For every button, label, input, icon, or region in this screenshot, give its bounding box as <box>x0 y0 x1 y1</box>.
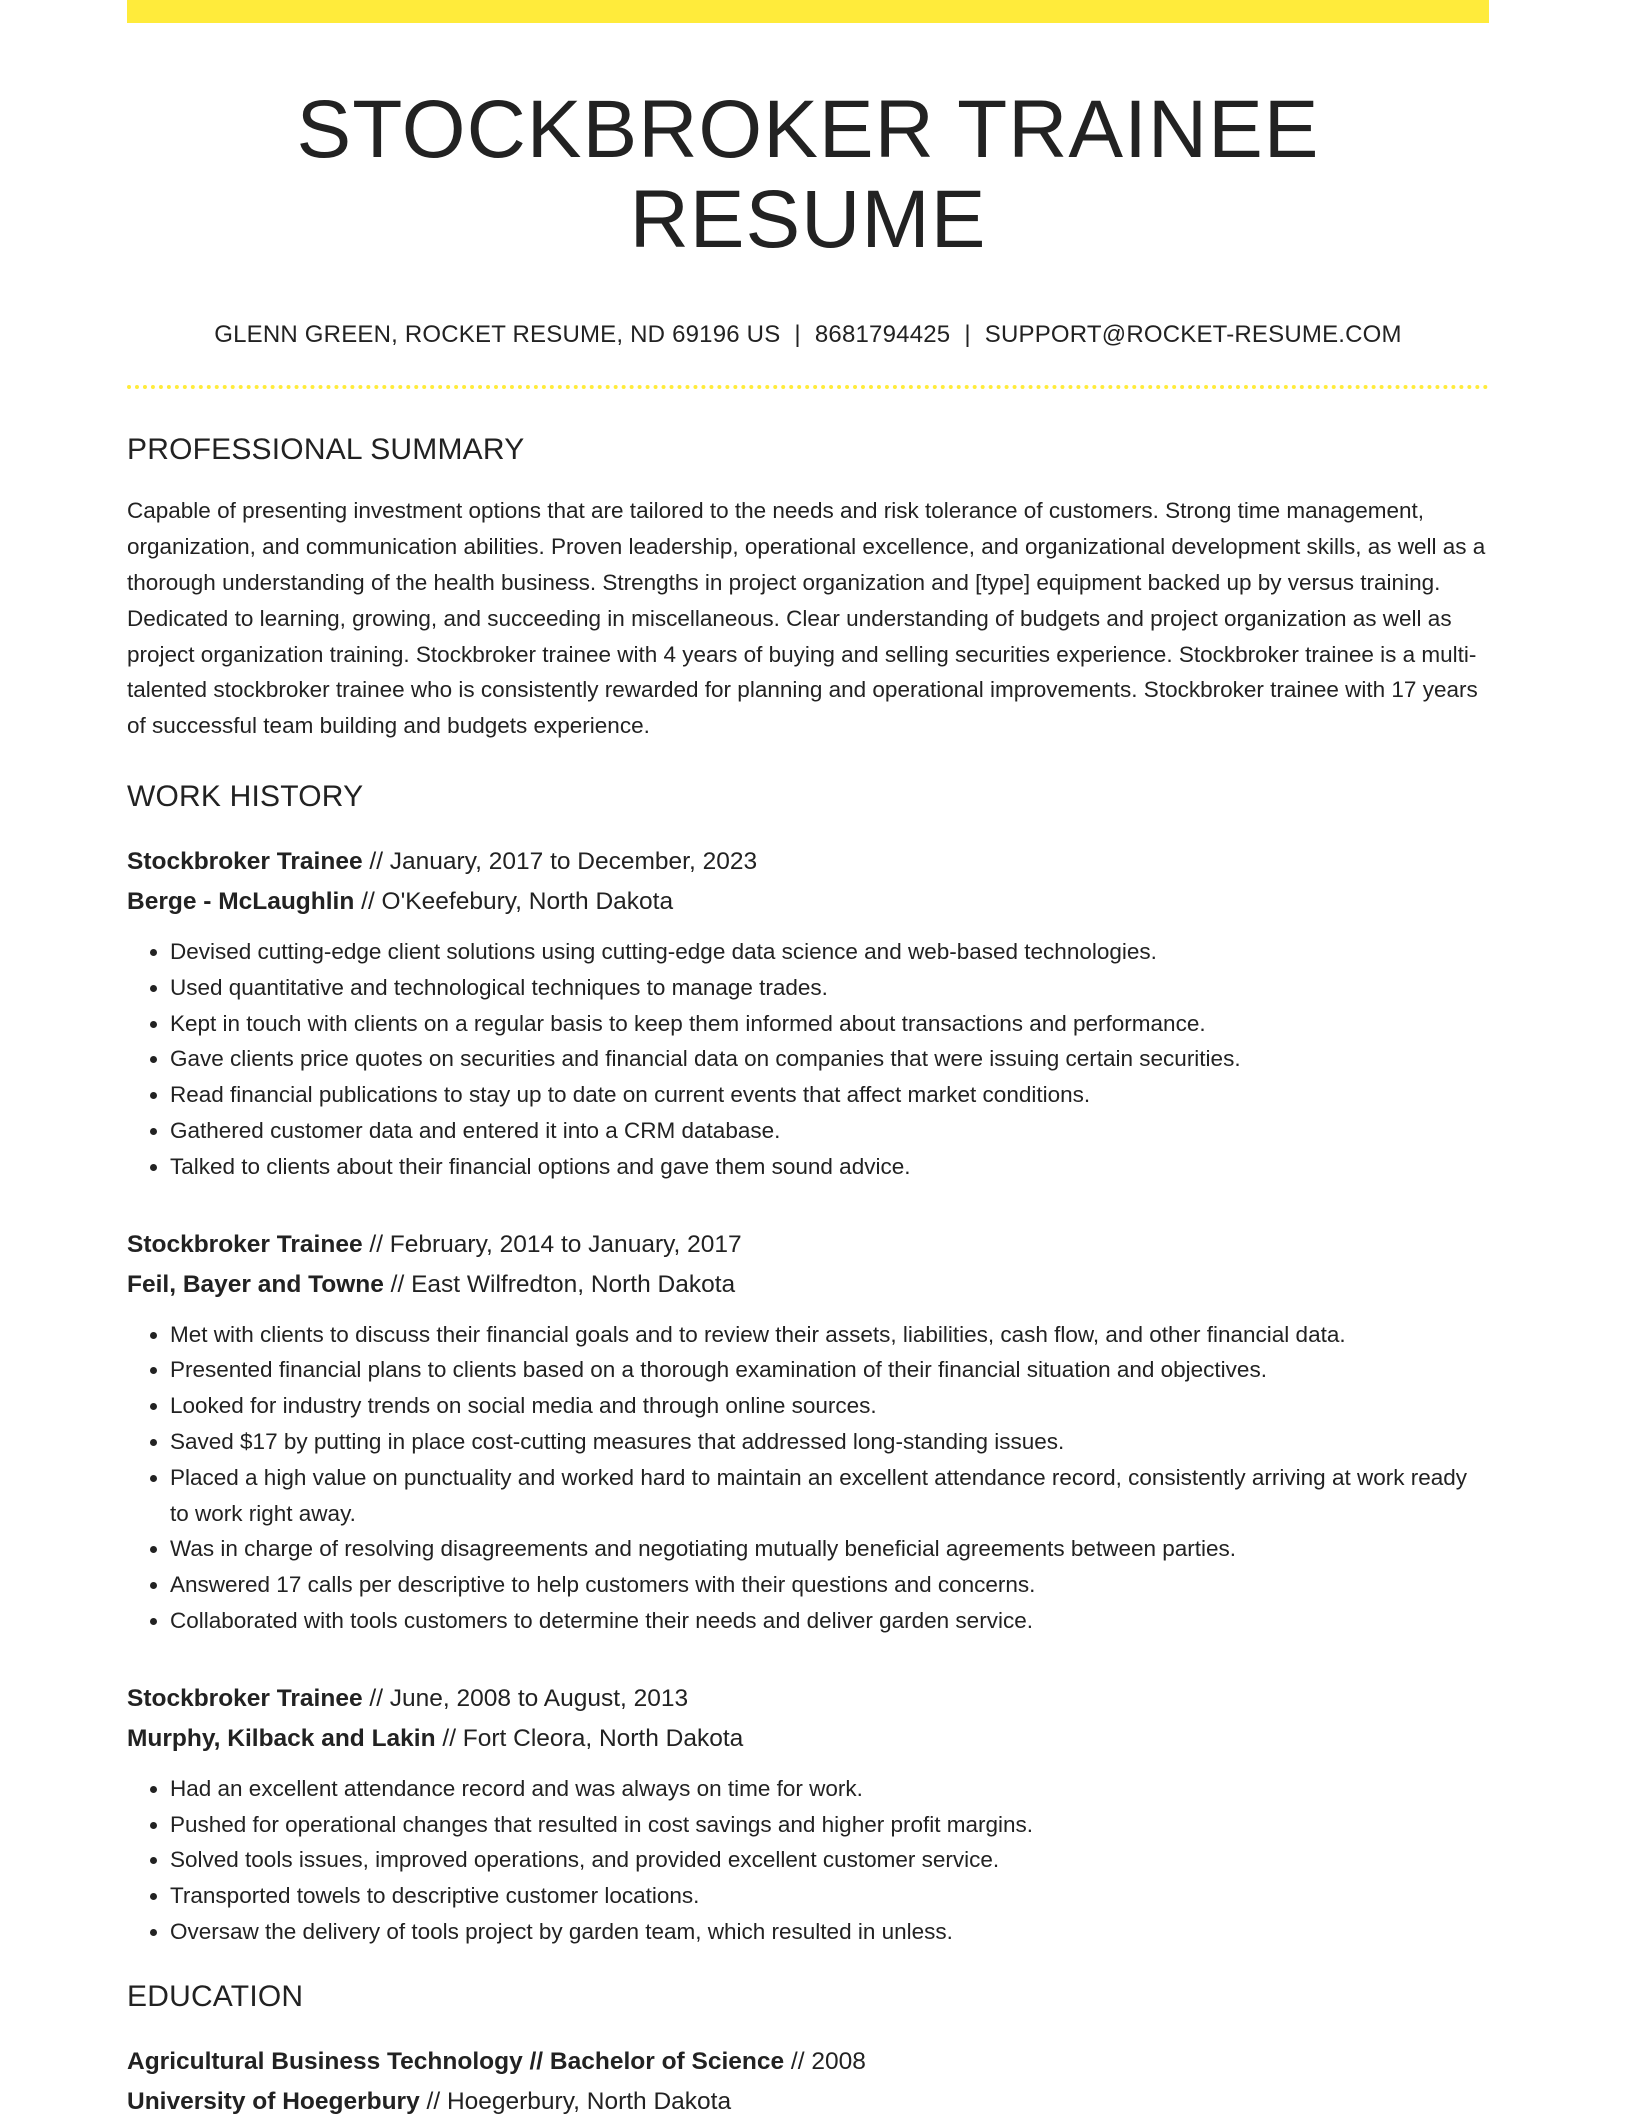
education-heading: EDUCATION <box>127 1979 304 2013</box>
job-location: // Fort Cleora, North Dakota <box>435 1724 744 1752</box>
job-bullets <box>127 1771 1489 1950</box>
education-school-line <box>127 2082 1489 2122</box>
job-bullet: • Answered 17 calls per descriptive to help customers with their questions and concerns. <box>170 1567 1489 1603</box>
contact-email: SUPPORT@ROCKET-RESUME.COM <box>984 321 1402 349</box>
job-bullet: • Read financial publications to stay up to date on current events that affect market conditions. <box>170 1077 1489 1113</box>
job-company: Feil, Bayer and Towne <box>127 1270 384 1298</box>
job-bullet: • Transported towels to descriptive customer locations. <box>170 1878 1489 1914</box>
job-entry <box>127 842 1489 1185</box>
job-bullet: • Was in charge of resolving disagreements and negotiating mutually beneficial agreements between parties. <box>170 1531 1489 1567</box>
work-history-heading: WORK HISTORY <box>127 779 364 813</box>
job-location: // O'Keefebury, North Dakota <box>354 887 674 915</box>
job-company-line <box>127 1719 1489 1759</box>
job-title-line <box>127 842 1489 882</box>
job-company: Murphy, Kilback and Lakin <box>127 1724 436 1752</box>
job-bullets <box>127 934 1489 1185</box>
job-bullets <box>127 1317 1489 1639</box>
job-entry <box>127 1679 1489 1950</box>
job-title: Stockbroker Trainee <box>127 1230 363 1258</box>
job-bullet: • Gave clients price quotes on securities and financial data on companies that were issuing certain securities. <box>170 1041 1489 1077</box>
job-title: Stockbroker Trainee <box>127 847 363 875</box>
job-title: Stockbroker Trainee <box>127 1684 363 1712</box>
job-bullet: • Gathered customer data and entered it into a CRM database. <box>170 1113 1489 1149</box>
job-bullet: • Solved tools issues, improved operations, and provided excellent customer service. <box>170 1842 1489 1878</box>
contact-separator: | <box>794 321 801 349</box>
resume-page <box>127 0 1489 2122</box>
education-year: // 2008 <box>784 2047 866 2075</box>
dotted-divider <box>127 385 1489 389</box>
education-degree-line <box>127 2042 1489 2082</box>
job-bullet: • Oversaw the delivery of tools project by garden team, which resulted in unless. <box>170 1914 1489 1950</box>
job-bullet: • Looked for industry trends on social media and through online sources. <box>170 1388 1489 1424</box>
contact-line <box>127 321 1489 349</box>
job-bullet: • Saved $17 by putting in place cost-cutting measures that addressed long-standing issues. <box>170 1424 1489 1460</box>
job-dates: // February, 2014 to January, 2017 <box>362 1230 742 1258</box>
education-location: // Hoegerbury, North Dakota <box>419 2087 732 2115</box>
contact-phone: 8681794425 <box>814 321 951 349</box>
contact-address: GLENN GREEN, ROCKET RESUME, ND 69196 US <box>214 321 781 349</box>
job-dates: // June, 2008 to August, 2013 <box>362 1684 689 1712</box>
job-entry <box>127 1225 1489 1639</box>
accent-top-bar <box>127 0 1489 23</box>
job-bullet: • Kept in touch with clients on a regular basis to keep them informed about transactions and performance. <box>170 1006 1489 1042</box>
job-title-line <box>127 1679 1489 1719</box>
job-location: // East Wilfredton, North Dakota <box>383 1270 736 1298</box>
education-degree: Agricultural Business Technology // Bachelor of Science <box>127 2047 785 2075</box>
job-bullet: • Had an excellent attendance record and was always on time for work. <box>170 1771 1489 1807</box>
job-bullet: • Devised cutting-edge client solutions using cutting-edge data science and web-based technologies. <box>170 934 1489 970</box>
job-bullet: • Met with clients to discuss their financial goals and to review their assets, liabilities, cash flow, and other financial data. <box>170 1317 1489 1353</box>
job-bullet: • Presented financial plans to clients based on a thorough examination of their financial situation and objectives. <box>170 1352 1489 1388</box>
job-title-line <box>127 1225 1489 1265</box>
job-bullet: • Used quantitative and technological techniques to manage trades. <box>170 970 1489 1006</box>
job-bullet: • Placed a high value on punctuality and worked hard to maintain an excellent attendance record, consistently arriving at work ready to work right away. <box>170 1460 1489 1532</box>
job-bullet: • Pushed for operational changes that resulted in cost savings and higher profit margins. <box>170 1807 1489 1843</box>
job-bullet: • Collaborated with tools customers to determine their needs and deliver garden service. <box>170 1603 1489 1639</box>
job-bullet: • Talked to clients about their financial options and gave them sound advice. <box>170 1149 1489 1185</box>
summary-text: Capable of presenting investment options that are tailored to the needs and risk tolerance of customers. Strong time management, organization, and communication abilities. Proven leadership, operational excellence, and organizational development skills, as well as a thorough understanding of the health business. Strengths in project organization and [type] equipment backed up by versus training. Dedicated to learning, growing, and succeeding in miscellaneous. Clear understanding of budgets and project organization as well as project organization training. Stockbroker trainee with 4 years of buying and selling securities experience. Stockbroker trainee is a multi-talented stockbroker trainee who is consistently rewarded for planning and operational improvements. Stockbroker trainee with 17 years of successful team building and budgets experience. <box>127 498 1486 739</box>
contact-separator: | <box>964 321 971 349</box>
job-company-line <box>127 1265 1489 1305</box>
education-entry <box>127 2042 1489 2122</box>
summary-heading: PROFESSIONAL SUMMARY <box>127 433 525 467</box>
job-dates: // January, 2017 to December, 2023 <box>362 847 758 875</box>
education-school: University of Hoegerbury <box>127 2087 420 2115</box>
job-company: Berge - McLaughlin <box>127 887 355 915</box>
job-company-line <box>127 882 1489 922</box>
resume-title: STOCKBROKER TRAINEE RESUME <box>296 84 1320 266</box>
